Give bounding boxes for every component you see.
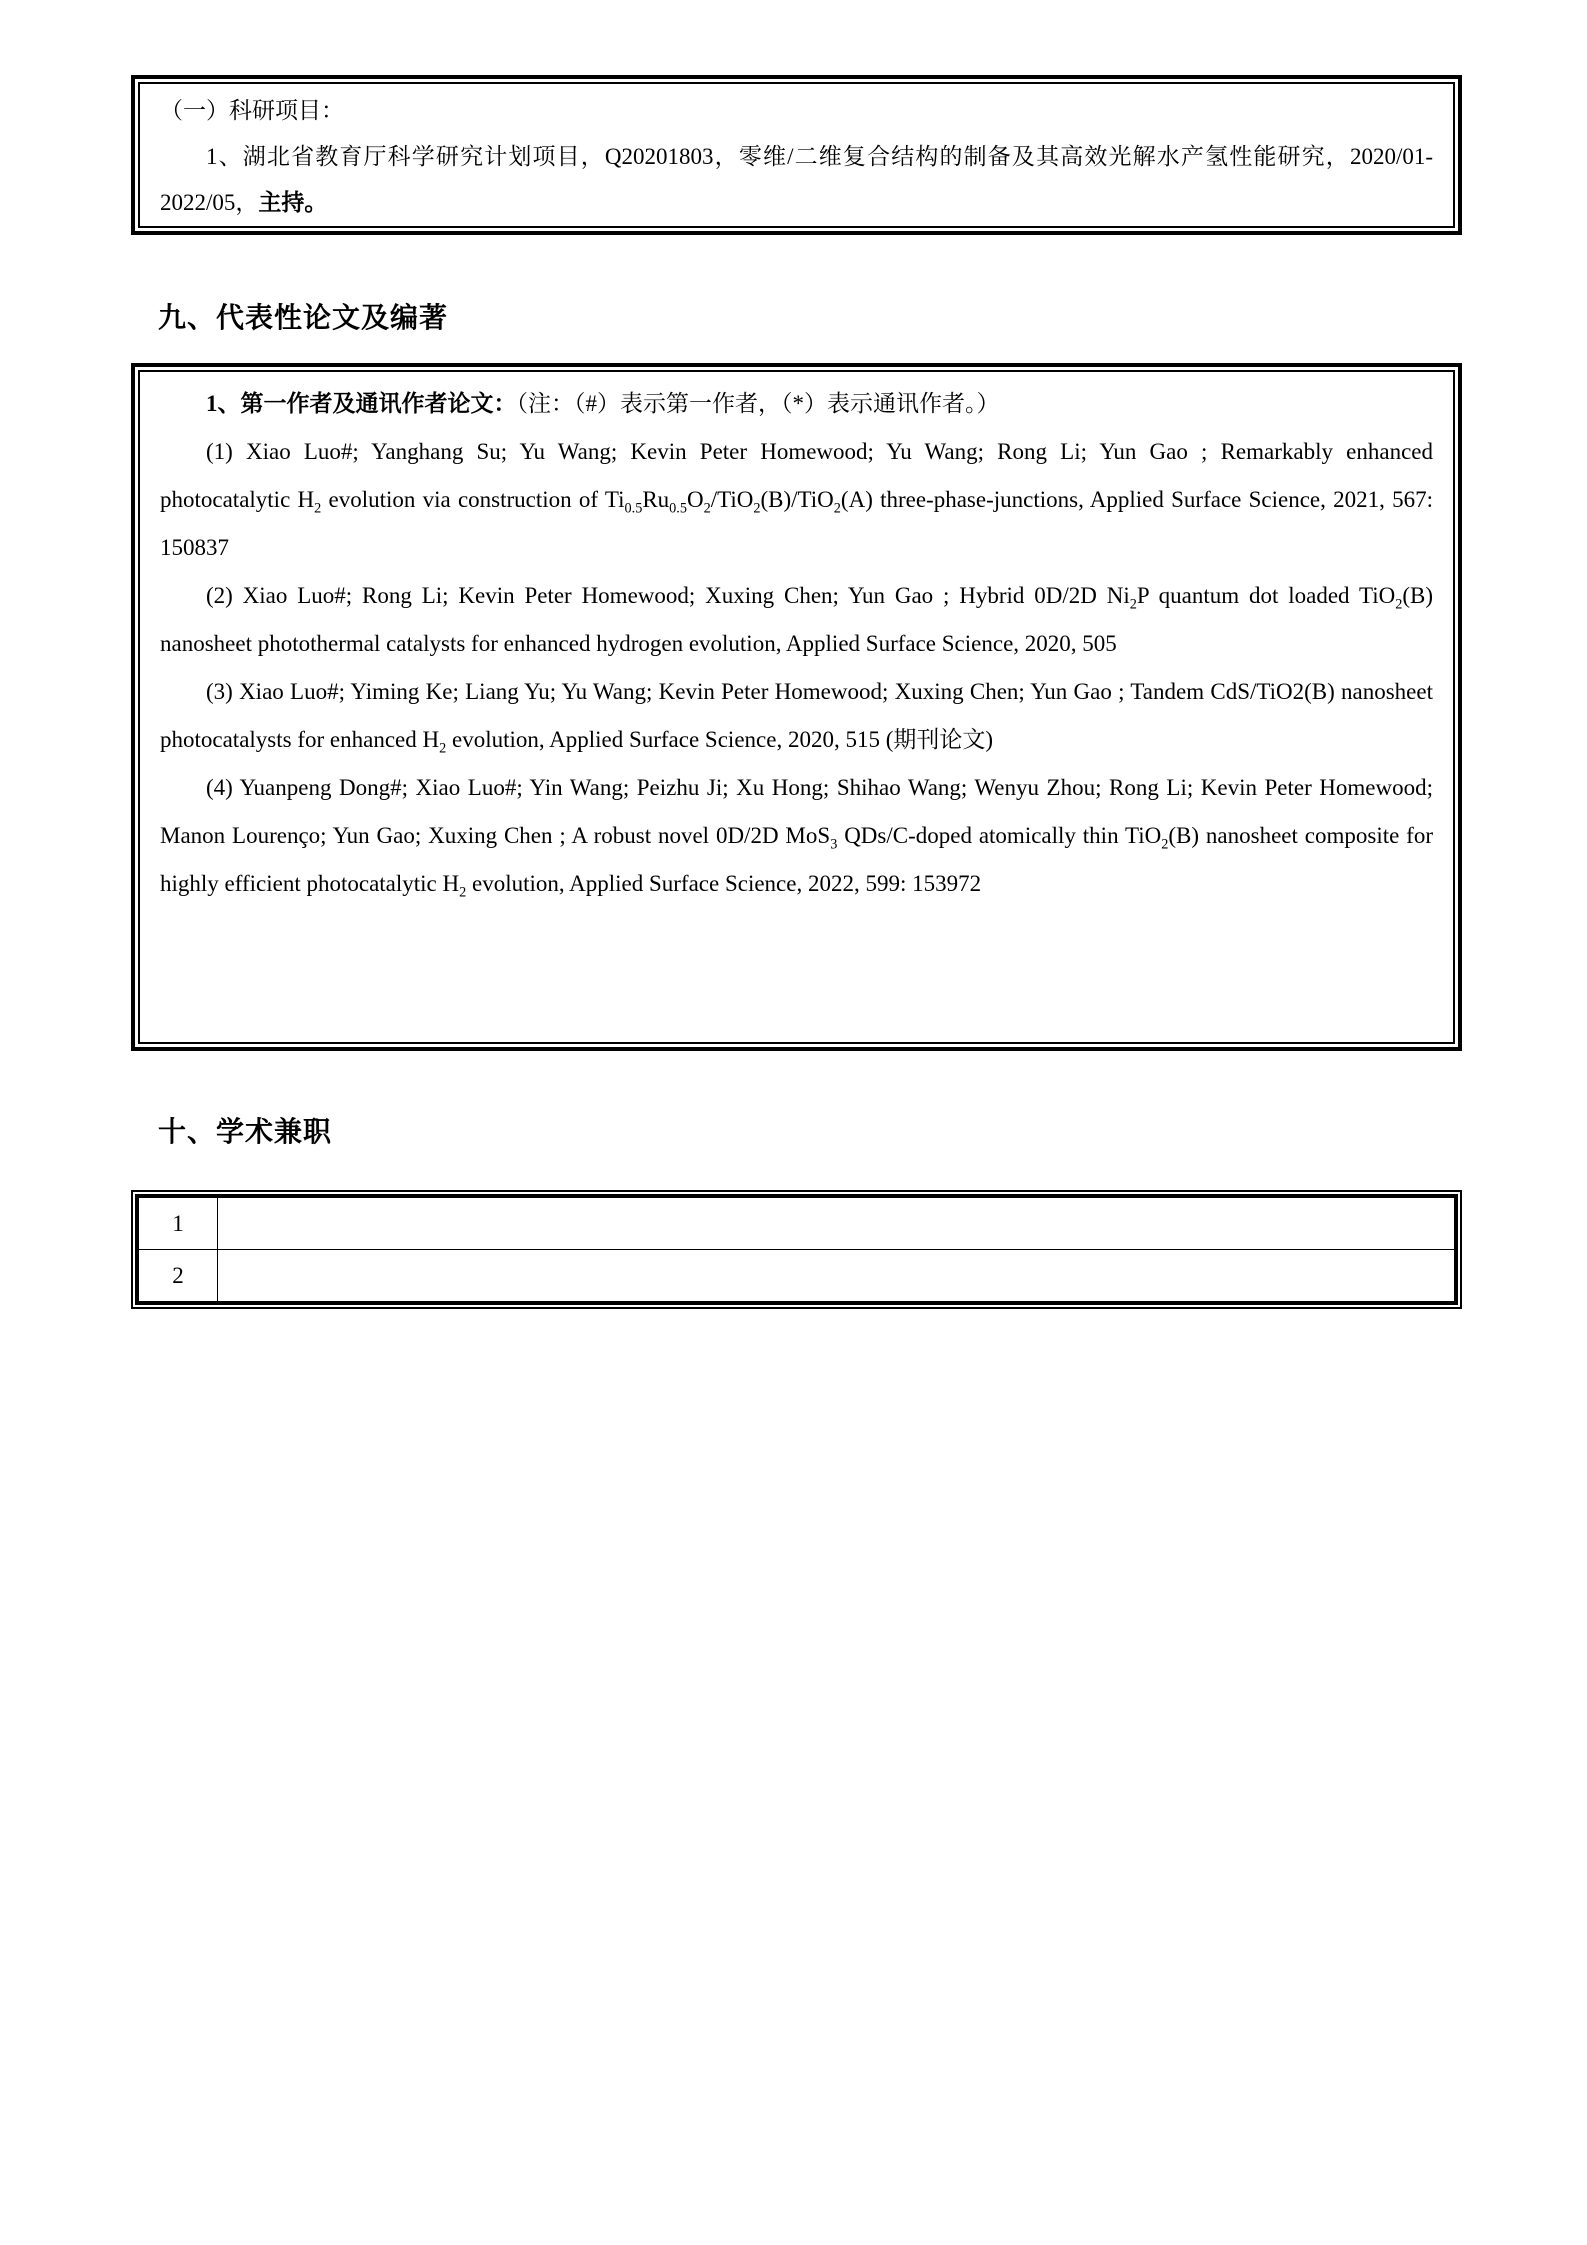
row-content-cell [218,1250,1457,1304]
publications-title-note: （注：（#）表示第一作者，（*）表示通讯作者。） [516,391,1000,416]
publications-box-inner [138,370,1455,1044]
research-projects-box-inner [138,82,1455,228]
publications-title-bold: 1、第一作者及通讯作者论文： [206,391,517,416]
publication-list [160,428,1433,908]
research-projects-box [131,75,1462,235]
publication-item-text: (2) Xiao Luo#; Rong Li; Kevin Peter Homewood; Xuxing Chen; Yun Gao ; Hybrid 0D/2D $Ni_2P$ quantum dot loaded TiO$_2$(B) nanosheet photothermal catalysts for enhanced hydrogen evolution, Applied Surface Science, 2020, 505 [160,583,1433,656]
research-project-item-text: 1、湖北省教育厅科学研究计划项目，Q20201803，零维/二维复合结构的制备及其高效光解水产氢性能研究，2020/01-2022/05， [160,144,1433,215]
research-projects-heading [160,88,1433,134]
publications-box [131,363,1462,1051]
research-projects-heading-text: （一）科研项目： [160,98,344,123]
publication-item-text: (1) Xiao Luo#; Yanghang Su; Yu Wang; Kevin Peter Homewood; Yu Wang; Rong Li; Yun Gao ; Remarkably enhanced photocatalytic $H_2$ evolution via construction of $Ti_{0.5}Ru_{0.5}O_2/TiO_2(B)/TiO_2(A)$ three-phase-junctions, Applied Surface Science, 2021, 567: 150837 [160,439,1433,560]
table-row [137,1250,1456,1304]
section-heading-publications: 九、代表性论文及编著 [158,303,449,334]
publication-item [160,668,1433,764]
publication-item [160,572,1433,668]
academic-positions-table-grid [135,1194,1458,1305]
publications-title [160,380,1433,428]
row-number-cell: 2 [137,1250,218,1304]
research-project-item-role: 主持。 [258,190,328,215]
row-content-cell [218,1196,1457,1250]
publication-item-text: (4) Yuanpeng Dong#; Xiao Luo#; Yin Wang; Peizhu Ji; Xu Hong; Shihao Wang; Wenyu Zhou; Rong Li; Kevin Peter Homewood; Manon Lourenço; Yun Gao; Xuxing Chen ; A robust novel 0D/2D MoS$_3$ QDs/C-doped atomically thin TiO$_2$(B) nanosheet composite for highly efficient photocatalytic $H_2$ evolution, Applied Surface Science, 2022, 599: 153972 [160,775,1433,901]
academic-positions-table [131,1190,1462,1309]
publication-item [160,428,1433,572]
publication-item [160,764,1433,908]
table-row [137,1196,1456,1250]
publication-item-text: (3) Xiao Luo#; Yiming Ke; Liang Yu; Yu Wang; Kevin Peter Homewood; Xuxing Chen; Yun Gao ; Tandem CdS/TiO2(B) nanosheet photocatalysts for enhanced $H_2$ evolution, Applied Surface Science, 2020, 515 (期刊论文) [160,679,1433,757]
research-project-item [160,134,1433,226]
section-heading-academic-positions: 十、学术兼职 [158,1117,333,1148]
row-number-cell: 1 [137,1196,218,1250]
